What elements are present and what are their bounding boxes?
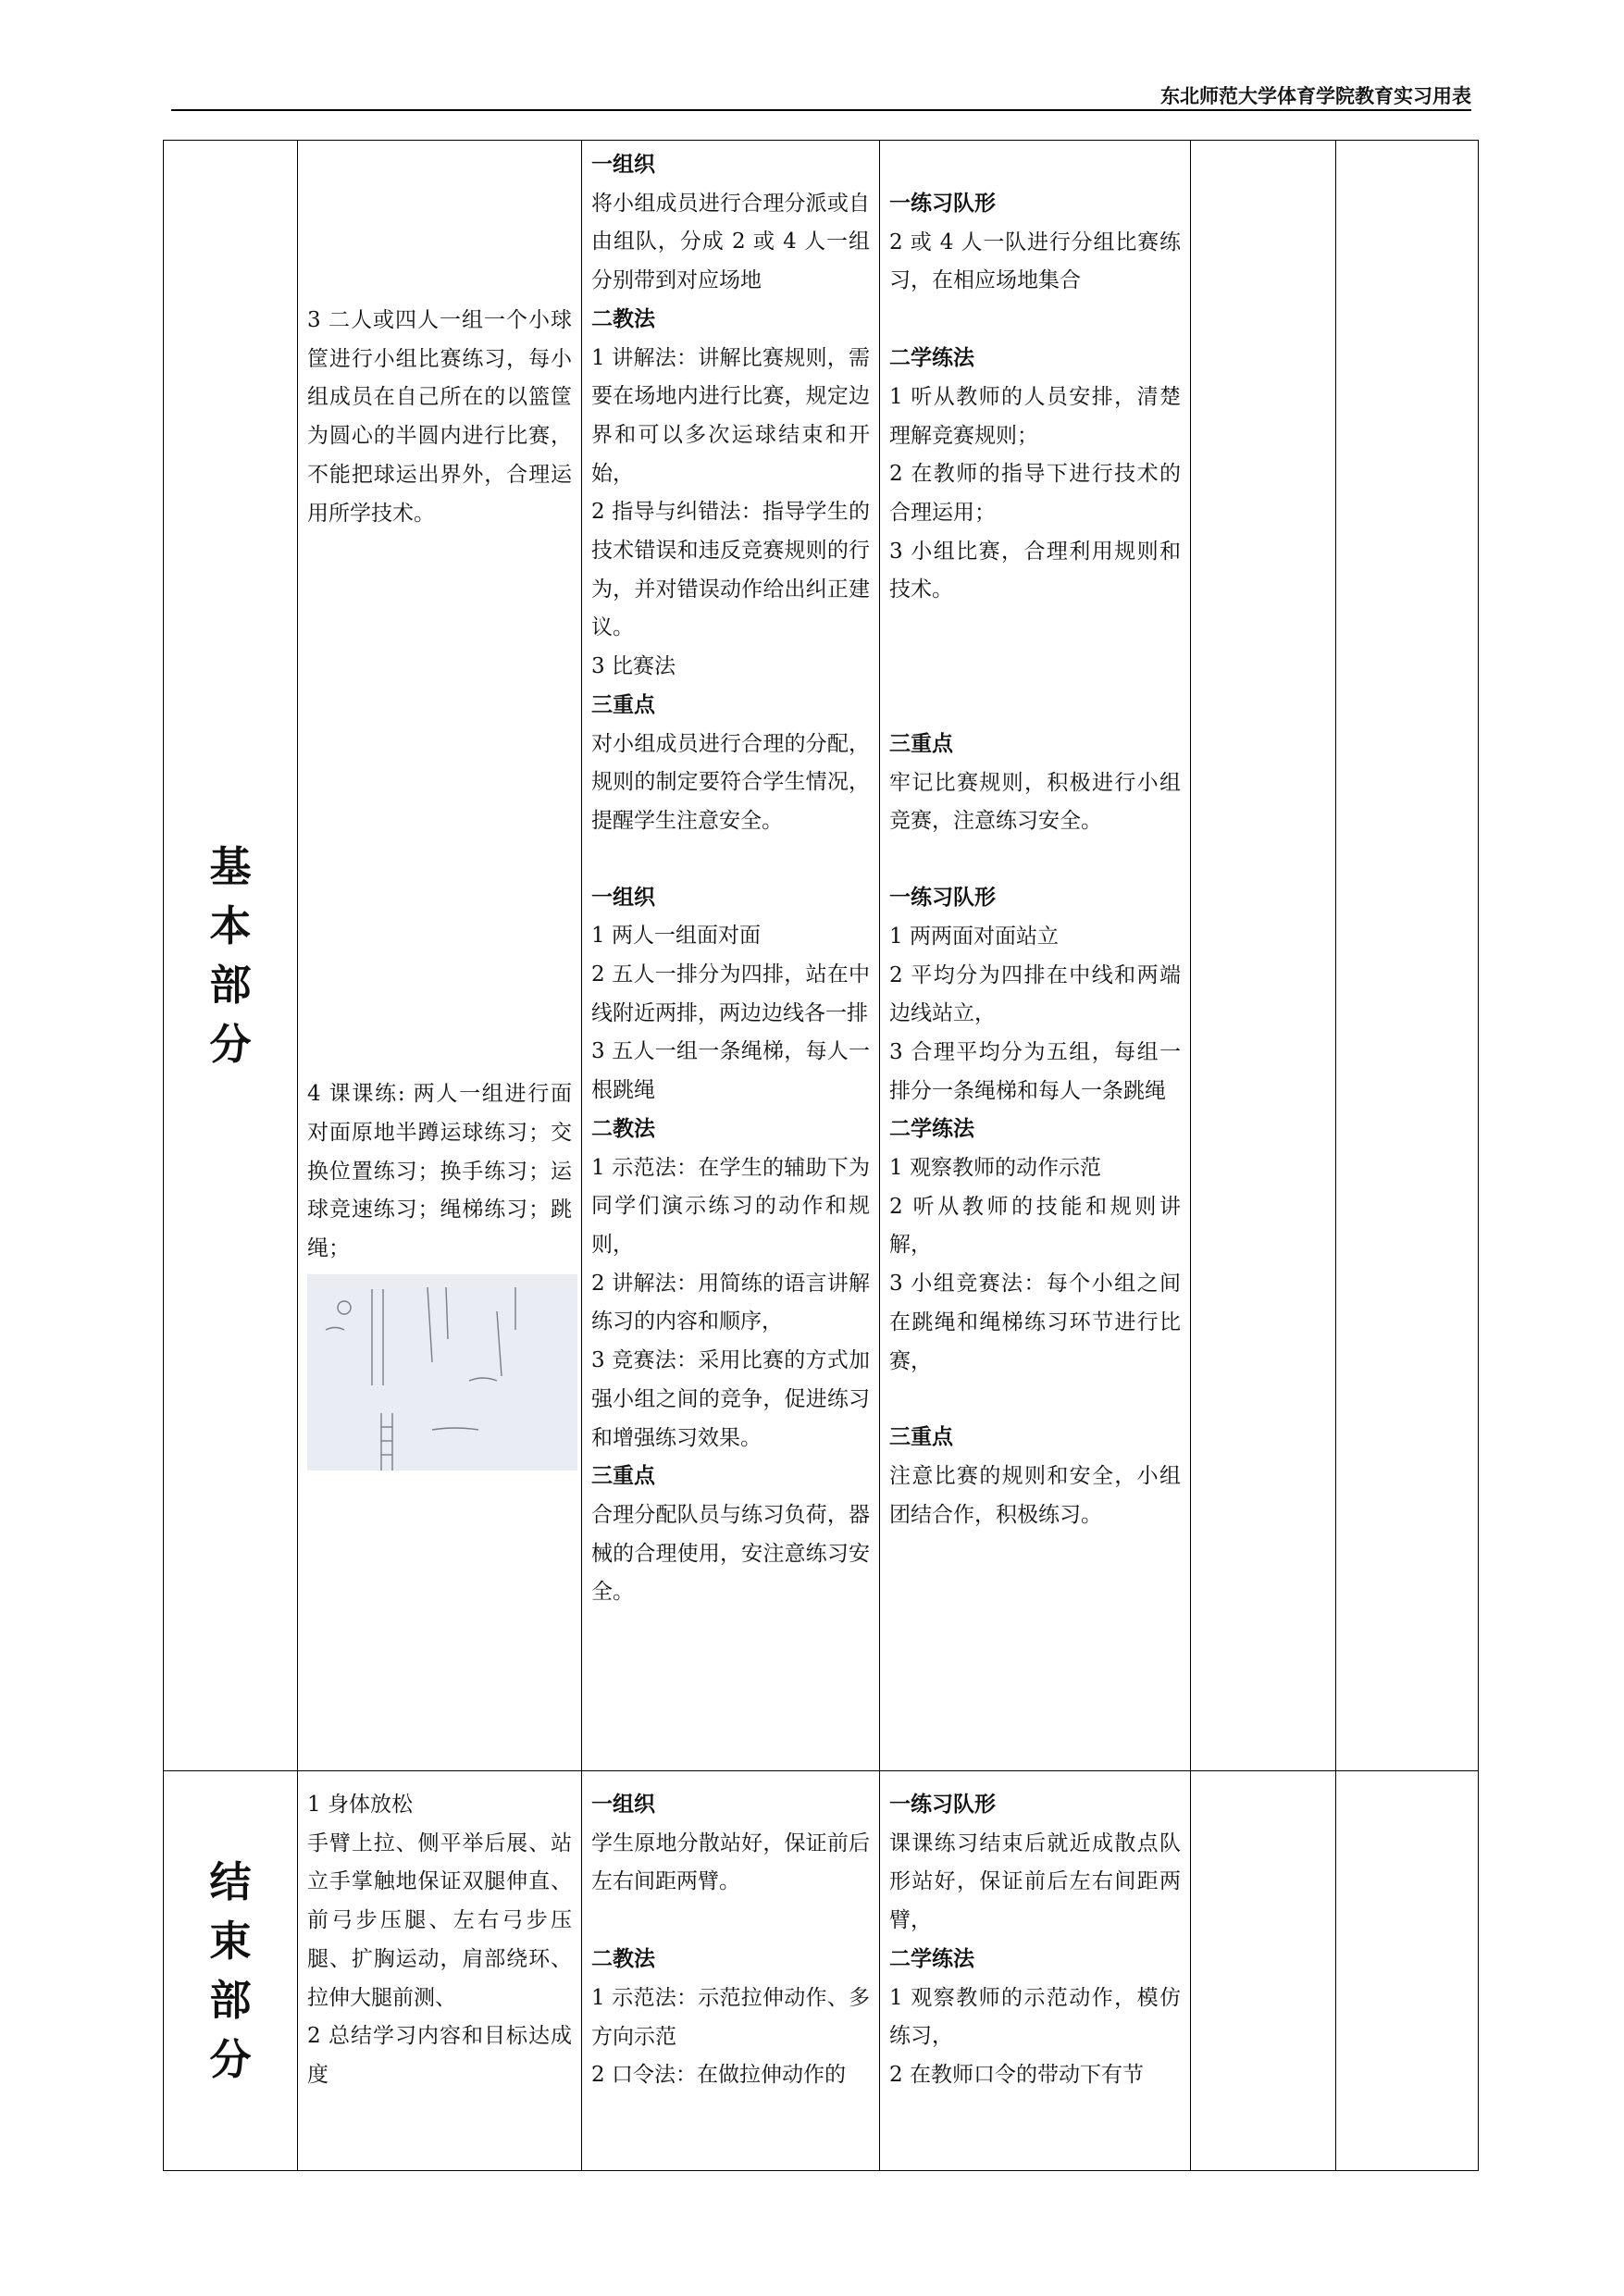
lesson-plan-table xyxy=(163,140,1479,2171)
basic-t2-method-heading: 二教法 xyxy=(591,1116,655,1141)
end-section-cell xyxy=(164,1771,298,2171)
basic-t1-method-heading: 二教法 xyxy=(591,306,655,331)
basic-teacher-cell xyxy=(582,141,880,1771)
end-student-cell xyxy=(880,1771,1191,2171)
end-content-2: 手臂上拉、侧平举后展、站立手掌触地保证双腿伸直、前弓步压腿、左右弓步压腿、扩胸运动，肩部绕环、拉伸大腿前测、 xyxy=(307,1831,572,2010)
basic-s2-formation-1: 1 两两面对面站立 xyxy=(889,924,1059,949)
basic-s1-formation-heading: 一练习队形 xyxy=(889,192,996,216)
basic-s2-key-text: 注意比赛的规则和安全，小组团结合作，积极练习。 xyxy=(889,1463,1181,1527)
basic-s1-key-heading: 三重点 xyxy=(889,732,953,757)
basic-t2-org-heading: 一组织 xyxy=(591,885,655,910)
end-s-method-1: 1 观察教师的示范动作，模仿练习， xyxy=(889,1985,1181,2049)
basic-t1-org-heading: 一组织 xyxy=(591,153,655,177)
basic-t2-key-text: 合理分配队员与练习负荷，器械的合理使用，安注意练习安全。 xyxy=(591,1502,870,1605)
basic-s1-method-2: 2 在教师的指导下进行技术的合理运用； xyxy=(889,462,1181,525)
end-content-3: 2 总结学习内容和目标达成度 xyxy=(307,2024,572,2087)
end-blank-cell-2 xyxy=(1336,1771,1479,2171)
end-t-org-heading: 一组织 xyxy=(591,1793,655,1817)
end-s-method-2: 2 在教师口令的带动下有节 xyxy=(889,2062,1144,2087)
end-blank-cell-1 xyxy=(1191,1771,1336,2171)
end-t-method-1: 1 示范法：示范拉伸动作、多方向示范 xyxy=(591,1985,870,2049)
basic-t1-method-2: 2 指导与纠错法：指导学生的技术错误和违反竞赛规则的行为，并对错误动作给出纠正建议。 xyxy=(591,500,870,640)
end-s-method-heading: 二学练法 xyxy=(889,1946,974,1971)
basic-t1-org-text: 将小组成员进行合理分派或自由组队，分成 2 或 4 人一组分别带到对应场地 xyxy=(591,191,870,293)
basic-s2-method-3: 3 小组竞赛法：每个小组之间在跳绳和绳梯练习环节进行比赛， xyxy=(889,1272,1181,1373)
basic-s2-formation-3: 3 合理平均分为五组，每组一排分一条绳梯和每人一条跳绳 xyxy=(889,1039,1181,1103)
basic-blank-cell-1 xyxy=(1191,141,1336,1771)
basic-section-title: 基本部分 xyxy=(209,841,252,1069)
basic-t2-org-1: 1 两人一组面对面 xyxy=(591,924,761,949)
basic-t2-key-heading: 三重点 xyxy=(591,1464,655,1489)
basic-s1-method-3: 3 小组比赛，合理利用规则和技术。 xyxy=(889,539,1181,602)
basic-section-row xyxy=(164,141,1479,1771)
end-t-method-2: 2 口令法：在做拉伸动作的 xyxy=(591,2063,846,2088)
basic-t1-key-heading: 三重点 xyxy=(591,692,655,717)
basic-section-cell xyxy=(164,141,298,1771)
basic-t2-org-3: 3 五人一组一条绳梯，每人一根跳绳 xyxy=(591,1039,870,1103)
end-section-title: 结束部分 xyxy=(209,1856,252,2084)
end-t-org-text: 学生原地分散站好，保证前后左右间距两臂。 xyxy=(591,1831,870,1894)
header-rule xyxy=(171,109,1471,111)
basic-student-cell xyxy=(880,141,1191,1771)
basic-content-2: 4 课课练: 两人一组进行面对面原地半蹲运球练习；交换位置练习；换手练习；运球竞速练习；绳梯练习；跳绳； xyxy=(307,1082,572,1261)
end-content-cell xyxy=(298,1771,582,2171)
basic-t2-org-2: 2 五人一排分为四排，站在中线附近两排，两边边线各一排 xyxy=(591,962,870,1025)
basic-content-cell xyxy=(298,141,582,1771)
basic-s2-method-2: 2 听从教师的技能和规则讲解， xyxy=(889,1194,1181,1258)
basic-content-1: 3 二人或四人一组一个小球筐进行小组比赛练习，每小组成员在自己所在的以篮筐为圆心的半圆内进行比赛，不能把球运出界外，合理运用所学技术。 xyxy=(307,308,572,526)
basic-t1-key-text: 对小组成员进行合理的分配，规则的制定要符合学生情况，提醒学生注意安全。 xyxy=(591,731,870,833)
basic-s2-method-1: 1 观察教师的动作示范 xyxy=(889,1156,1101,1181)
header-title: 东北师范大学体育学院教育实习用表 xyxy=(1160,84,1471,107)
basic-t2-method-1: 1 示范法：在学生的辅助下为同学们演示练习的动作和规则， xyxy=(591,1155,870,1257)
basic-s2-method-heading: 二学练法 xyxy=(889,1117,974,1142)
basic-s1-formation-text: 2 或 4 人一队进行分组比赛练习，在相应场地集合 xyxy=(889,230,1181,293)
end-s-formation-text: 课课练习结束后就近成散点队形站好，保证前后左右间距两臂， xyxy=(889,1831,1181,1933)
end-teacher-cell xyxy=(582,1771,880,2171)
basic-s2-key-heading: 三重点 xyxy=(889,1425,953,1450)
end-t-method-heading: 二教法 xyxy=(591,1947,655,1972)
basic-t2-method-3: 3 竞赛法：采用比赛的方式加强小组之间的竞争，促进练习和增强练习效果。 xyxy=(591,1348,870,1450)
basic-s2-formation-heading: 一练习队形 xyxy=(889,886,996,911)
drill-sketch-image xyxy=(307,1274,577,1471)
end-content-1: 1 身体放松 xyxy=(307,1793,413,1817)
basic-t1-method-1: 1 讲解法：讲解比赛规则，需要在场地内进行比赛，规定边界和可以多次运球结束和开始， xyxy=(591,345,870,486)
basic-s1-key-text: 牢记比赛规则，积极进行小组竞赛，注意练习安全。 xyxy=(889,770,1181,834)
basic-blank-cell-2 xyxy=(1336,141,1479,1771)
basic-s1-method-heading: 二学练法 xyxy=(889,346,974,371)
basic-t1-method-3: 3 比赛法 xyxy=(591,654,676,679)
end-section-row xyxy=(164,1771,1479,2171)
basic-t2-method-2: 2 讲解法：用简练的语言讲解练习的内容和顺序， xyxy=(591,1271,870,1334)
basic-s1-method-1: 1 听从教师的人员安排，清楚理解竞赛规则； xyxy=(889,384,1181,448)
end-s-formation-heading: 一练习队形 xyxy=(889,1793,996,1817)
drill-sketch-drawing xyxy=(307,1274,577,1471)
basic-s2-formation-2: 2 平均分为四排在中线和两端边线站立， xyxy=(889,962,1181,1026)
